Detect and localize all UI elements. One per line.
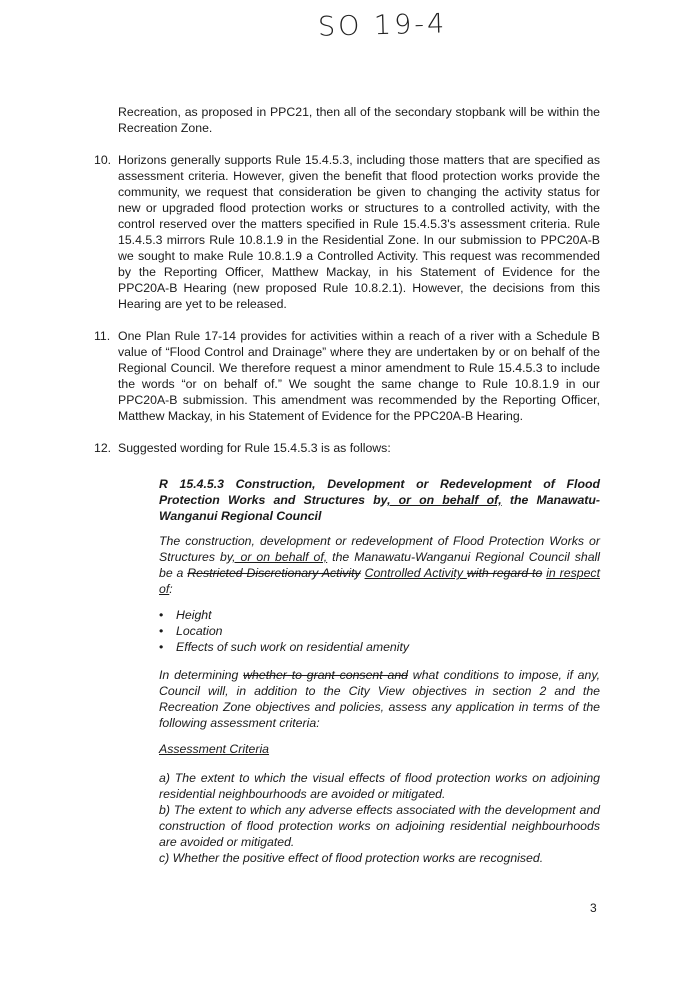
deleted-text: with regard to xyxy=(466,566,543,580)
page-number: 3 xyxy=(590,901,597,915)
deleted-text: whether to grant consent and xyxy=(243,668,408,682)
rule-activity-paragraph xyxy=(159,533,600,597)
paragraph-12 xyxy=(94,440,600,456)
paragraph-10 xyxy=(94,152,600,312)
inserted-text: , or on behalf of, xyxy=(387,493,502,507)
paragraph-text: Suggested wording for Rule 15.4.5.3 is as follows: xyxy=(118,441,391,455)
continuation-paragraph: Recreation, as proposed in PPC21, then all of the secondary stopbank will be within the Recreation Zone. xyxy=(118,105,600,135)
bullet-icon: • xyxy=(159,624,164,638)
list-item-text: Height xyxy=(176,608,212,622)
list-item-text: Effects of such work on residential amenity xyxy=(176,640,410,654)
criterion-b: b) The extent to which any adverse effects associated with the development and construction of flood protection works on adjoining residential neighbourhoods are avoided or mitigated. xyxy=(159,803,600,849)
bullet-icon: • xyxy=(159,640,164,654)
deleted-text: Restricted Discretionary Activity xyxy=(187,566,361,580)
list-item xyxy=(159,639,600,655)
paragraph-11 xyxy=(94,328,600,424)
rule-text: the Manawatu-Wanganui Regional Council shall be a xyxy=(159,550,600,580)
paragraph-text: Horizons generally supports Rule 15.4.5.3, including those matters that are specified as assessment criteria. However, given the benefit that flood protection works provide the community, we request that consideration be given to changing the activity status for new or upgraded flood protection works or structures to a controlled activity, with the control reserved over the matters specified in Rule 15.4.5.3's assessment criteria. Rule 15.4.5.3 mirrors Rule 10.8.1.9 in the Residential Zone. In our submission to PPC20A-B we sought to make Rule 10.8.1.9 a Controlled Activity. This request was recommended by the Reporting Officer, Matthew Mackay, in his Statement of Evidence for the PPC20A-B Hearing (new proposed Rule 10.8.2.1). However, the decisions from this Hearing are yet to be released. xyxy=(118,153,600,311)
rule-text: In determining xyxy=(159,668,244,682)
list-item xyxy=(159,607,600,623)
inserted-text: , or on behalf of, xyxy=(232,550,328,564)
rule-title-text-end: the Manawatu-Wanganui Regional Council xyxy=(159,493,601,523)
paragraph-text: One Plan Rule 17-14 provides for activities within a reach of a river with a Schedule B value of “Flood Control and Drainage” where they are undertaken by or on behalf of the Regional Council. We therefore request a minor amendment to Rule 15.4.5.3 to include the words “or on behalf of.” We sought the same change to Rule 10.8.1.9 in our PPC20A-B submission. This amendment was recommended by the Reporting Officer, Matthew Mackay, in his Statement of Evidence for the PPC20A-B Hearing. xyxy=(118,329,600,423)
rule-text: what conditions to impose, if any, Council will, in addition to the City View objectives in section 2 and the Recreation Zone objectives and policies, assess any application in terms of the following assessment criteria: xyxy=(159,668,600,730)
rule-determining-paragraph xyxy=(159,667,600,731)
criterion-c: c) Whether the positive effect of flood protection works are recognised. xyxy=(159,851,544,865)
rule-bullet-list xyxy=(159,607,600,655)
rule-text: : xyxy=(169,582,173,596)
paragraph-number: 10. xyxy=(94,153,112,167)
assessment-criteria-heading: Assessment Criteria xyxy=(159,742,270,756)
inserted-text: Controlled Activity xyxy=(364,566,467,580)
handwritten-reference: SO 19-4 xyxy=(317,8,448,43)
criterion-a: a) The extent to which the visual effects of flood protection works on adjoining residential neighbourhoods are avoided or mitigated. xyxy=(159,771,600,801)
rule-title xyxy=(159,476,600,524)
rule-title-text: R 15.4.5.3 Construction, Development or Redevelopment of Flood Protection Works and Structures by xyxy=(159,477,600,507)
bullet-icon: • xyxy=(159,608,164,622)
inserted-text: in respect of xyxy=(159,566,600,596)
list-item-text: Location xyxy=(176,624,223,638)
rule-text: The construction, development or redevelopment of Flood Protection Works or Structures by xyxy=(159,534,600,564)
assessment-criteria-list xyxy=(159,770,600,866)
paragraph-number: 12. xyxy=(94,441,112,455)
list-item xyxy=(159,623,600,639)
paragraph-number: 11. xyxy=(94,329,111,343)
